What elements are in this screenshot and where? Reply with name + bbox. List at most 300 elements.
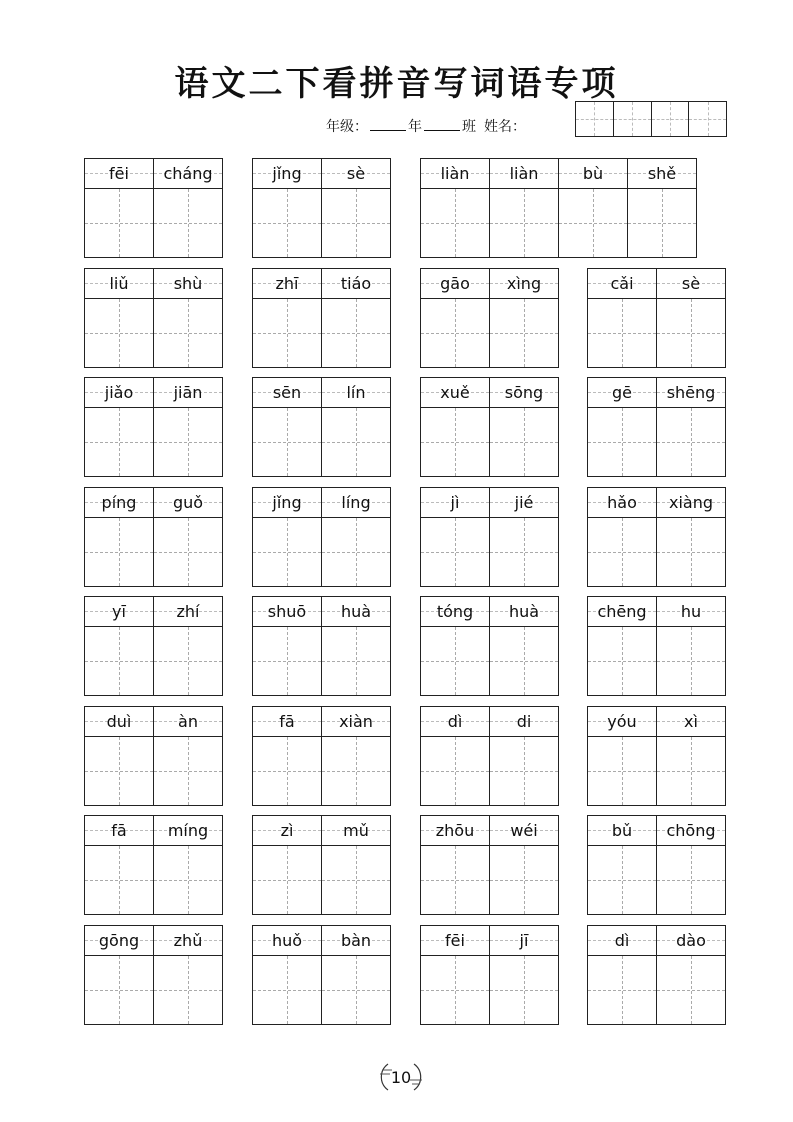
pinyin-text: shuō (267, 602, 307, 621)
pinyin-label (85, 707, 153, 737)
pinyin-text: chēng (597, 602, 647, 621)
writing-box[interactable] (322, 627, 390, 695)
writing-box[interactable] (588, 299, 656, 367)
writing-box[interactable] (490, 956, 558, 1024)
writing-box[interactable] (85, 299, 153, 367)
pinyin-label (559, 159, 627, 189)
character-cell (421, 707, 490, 805)
writing-box[interactable] (154, 408, 222, 476)
writing-box[interactable] (490, 737, 558, 805)
pinyin-label (421, 816, 489, 846)
pinyin-label (490, 378, 558, 408)
pinyin-text: tóng (436, 602, 474, 621)
writing-box[interactable] (253, 627, 321, 695)
word-box[interactable] (252, 268, 391, 368)
pinyin-text: bàn (340, 930, 372, 950)
writing-box[interactable] (253, 518, 321, 586)
character-cell (253, 159, 322, 257)
pinyin-text: fēi (445, 930, 465, 950)
pinyin-text: hu (680, 602, 702, 621)
writing-box[interactable] (85, 737, 153, 805)
pinyin-label (421, 488, 489, 518)
pinyin-label (253, 378, 321, 408)
writing-box[interactable] (154, 737, 222, 805)
pinyin-label (154, 488, 222, 518)
class-blank[interactable] (424, 116, 460, 131)
writing-box[interactable] (588, 846, 656, 914)
word-box[interactable] (252, 377, 391, 477)
writing-box[interactable] (154, 299, 222, 367)
pinyin-text: hǎo (607, 492, 637, 512)
writing-box[interactable] (657, 408, 725, 476)
pinyin-text: bù (582, 164, 604, 183)
writing-box[interactable] (154, 956, 222, 1024)
pinyin-label (490, 926, 558, 956)
writing-box[interactable] (657, 956, 725, 1024)
pinyin-text: gōng (98, 930, 140, 950)
character-cell (421, 159, 490, 257)
name-boxes[interactable] (575, 101, 727, 137)
pinyin-label (85, 597, 153, 627)
pinyin-label (588, 597, 656, 627)
pinyin-text: wéi (510, 821, 538, 840)
word-box[interactable] (420, 925, 559, 1025)
word-box[interactable] (420, 377, 559, 477)
pinyin-text: jì (450, 492, 460, 512)
pinyin-text: cǎi (610, 273, 634, 293)
pinyin-text: zhǔ (173, 930, 203, 950)
word-box[interactable] (252, 596, 391, 696)
character-cell (490, 378, 558, 476)
character-cell (588, 707, 657, 805)
student-info (326, 116, 526, 136)
writing-box[interactable] (85, 956, 153, 1024)
pinyin-text: zì (280, 821, 294, 840)
character-cell (322, 159, 390, 257)
pinyin-text: líng (341, 492, 371, 512)
character-cell (559, 159, 628, 257)
character-cell (657, 816, 725, 914)
character-cell (490, 269, 558, 367)
class-label: 班 (462, 119, 476, 135)
pinyin-text: shēng (666, 383, 716, 402)
pinyin-text: píng (101, 492, 137, 512)
writing-box[interactable] (628, 189, 696, 257)
character-cell (588, 926, 657, 1024)
pinyin-label (322, 488, 390, 518)
pinyin-label (421, 926, 489, 956)
character-cell (490, 488, 558, 586)
writing-box[interactable] (657, 846, 725, 914)
pinyin-text: àn (178, 711, 198, 731)
character-cell (154, 597, 222, 695)
name-box[interactable] (652, 102, 690, 136)
page-number: 10 (378, 1058, 424, 1096)
pinyin-text: liàn (509, 164, 539, 183)
pinyin-text: chōng (666, 821, 716, 840)
character-cell (154, 707, 222, 805)
writing-box[interactable] (588, 956, 656, 1024)
writing-box[interactable] (490, 846, 558, 914)
character-cell (588, 488, 657, 586)
pinyin-text: shù (173, 273, 203, 293)
writing-box[interactable] (85, 408, 153, 476)
writing-box[interactable] (322, 189, 390, 257)
writing-box[interactable] (490, 408, 558, 476)
character-cell (85, 707, 154, 805)
character-cell (657, 597, 725, 695)
pinyin-text: jī (519, 930, 529, 950)
character-cell (322, 707, 390, 805)
writing-box[interactable] (85, 627, 153, 695)
pinyin-text: sè (681, 273, 701, 293)
word-box[interactable] (420, 706, 559, 806)
pinyin-text: míng (167, 821, 209, 840)
word-box[interactable] (252, 158, 391, 258)
pinyin-text: bǔ (611, 821, 633, 840)
pinyin-text: guǒ (172, 492, 204, 512)
character-cell (657, 269, 725, 367)
word-box[interactable] (420, 596, 559, 696)
pinyin-label (85, 159, 153, 189)
character-cell (322, 488, 390, 586)
writing-box[interactable] (85, 189, 153, 257)
pinyin-label (657, 488, 725, 518)
word-box[interactable] (84, 487, 223, 587)
pinyin-text: huà (508, 602, 540, 621)
character-cell (322, 378, 390, 476)
word-box[interactable] (587, 925, 726, 1025)
pinyin-label (85, 816, 153, 846)
pinyin-text: fēi (109, 164, 129, 183)
writing-box[interactable] (322, 518, 390, 586)
pinyin-text: sōng (504, 383, 544, 402)
pinyin-label (657, 707, 725, 737)
pinyin-text: yóu (607, 711, 637, 731)
pinyin-text: sēn (272, 383, 302, 402)
pinyin-text: shě (647, 164, 677, 183)
pinyin-label (253, 159, 321, 189)
pinyin-label (657, 378, 725, 408)
pinyin-text: huà (340, 602, 372, 621)
character-cell (85, 816, 154, 914)
word-box[interactable] (587, 487, 726, 587)
writing-box[interactable] (421, 846, 489, 914)
pinyin-text: gē (612, 383, 632, 402)
pinyin-label (154, 707, 222, 737)
grade-blank[interactable] (370, 116, 406, 131)
writing-box[interactable] (657, 299, 725, 367)
pinyin-label (421, 707, 489, 737)
character-cell (85, 159, 154, 257)
writing-box[interactable] (588, 737, 656, 805)
character-cell (253, 926, 322, 1024)
pinyin-text: xiàng (668, 492, 713, 512)
character-cell (85, 488, 154, 586)
writing-box[interactable] (85, 518, 153, 586)
pinyin-label (421, 159, 489, 189)
pinyin-text: zhōu (435, 821, 475, 840)
writing-box[interactable] (657, 518, 725, 586)
word-box[interactable] (420, 815, 559, 915)
character-cell (154, 926, 222, 1024)
pinyin-label (322, 269, 390, 299)
pinyin-label (490, 597, 558, 627)
pinyin-text: zhí (176, 602, 200, 621)
pinyin-text: duì (106, 711, 132, 731)
pinyin-text: yī (112, 602, 126, 621)
character-cell (588, 816, 657, 914)
pinyin-text: jiān (173, 383, 203, 402)
word-box[interactable] (587, 268, 726, 368)
writing-box[interactable] (490, 299, 558, 367)
writing-box[interactable] (490, 189, 558, 257)
pinyin-label (154, 816, 222, 846)
pinyin-label (588, 269, 656, 299)
pinyin-text: jǐng (272, 164, 302, 183)
pinyin-label (588, 816, 656, 846)
pinyin-text: sè (346, 164, 366, 183)
character-cell (421, 378, 490, 476)
pinyin-text: dì (447, 711, 463, 731)
writing-box[interactable] (421, 299, 489, 367)
character-cell (154, 269, 222, 367)
character-cell (588, 378, 657, 476)
character-cell (421, 597, 490, 695)
writing-box[interactable] (588, 518, 656, 586)
pinyin-label (85, 269, 153, 299)
pinyin-label (657, 926, 725, 956)
page-title: 语文二下看拼音写词语专项 (174, 64, 619, 104)
pinyin-text: dì (614, 930, 630, 950)
pinyin-label (421, 597, 489, 627)
pinyin-label (490, 707, 558, 737)
word-box[interactable] (252, 706, 391, 806)
word-box[interactable] (252, 815, 391, 915)
writing-box[interactable] (253, 189, 321, 257)
character-cell (253, 488, 322, 586)
writing-box[interactable] (490, 627, 558, 695)
pinyin-text: xuě (440, 383, 470, 402)
character-cell (421, 488, 490, 586)
character-cell (253, 597, 322, 695)
pinyin-label (322, 378, 390, 408)
pinyin-label (322, 926, 390, 956)
pinyin-label (85, 926, 153, 956)
character-cell (588, 597, 657, 695)
writing-box[interactable] (154, 846, 222, 914)
character-cell (490, 159, 559, 257)
year-label: 年 (408, 119, 422, 135)
pinyin-text: cháng (163, 164, 213, 183)
pinyin-label (490, 269, 558, 299)
pinyin-text: huǒ (271, 930, 303, 950)
pinyin-text: zhī (275, 273, 299, 293)
pinyin-label (85, 378, 153, 408)
pinyin-label (657, 597, 725, 627)
pinyin-label (322, 816, 390, 846)
pinyin-text: fā (279, 711, 295, 731)
word-box[interactable] (84, 268, 223, 368)
writing-box[interactable] (588, 627, 656, 695)
writing-box[interactable] (421, 518, 489, 586)
writing-box[interactable] (322, 737, 390, 805)
name-label: 姓名： (484, 119, 526, 135)
writing-box[interactable] (657, 627, 725, 695)
pinyin-label (322, 159, 390, 189)
word-box[interactable] (84, 815, 223, 915)
writing-box[interactable] (253, 408, 321, 476)
writing-box[interactable] (253, 956, 321, 1024)
writing-box[interactable] (322, 408, 390, 476)
word-box[interactable] (84, 596, 223, 696)
character-cell (253, 816, 322, 914)
pinyin-text: fā (111, 821, 127, 840)
writing-box[interactable] (154, 627, 222, 695)
character-cell (322, 926, 390, 1024)
pinyin-text: di (516, 711, 532, 731)
pinyin-text: dào (676, 930, 706, 950)
writing-box[interactable] (421, 956, 489, 1024)
pinyin-text: gāo (440, 273, 470, 293)
character-cell (85, 597, 154, 695)
pinyin-text: liàn (440, 164, 470, 183)
character-cell (154, 159, 222, 257)
writing-box[interactable] (421, 737, 489, 805)
writing-box[interactable] (322, 299, 390, 367)
writing-box[interactable] (490, 518, 558, 586)
character-cell (421, 926, 490, 1024)
character-cell (253, 707, 322, 805)
pinyin-text: xì (684, 711, 698, 731)
word-box[interactable] (420, 158, 697, 258)
character-cell (154, 816, 222, 914)
pinyin-label (588, 926, 656, 956)
word-box[interactable] (84, 925, 223, 1025)
pinyin-label (588, 707, 656, 737)
pinyin-label (253, 597, 321, 627)
pinyin-label (154, 269, 222, 299)
name-box[interactable] (614, 102, 652, 136)
pinyin-label (85, 488, 153, 518)
word-box[interactable] (84, 377, 223, 477)
pinyin-label (253, 926, 321, 956)
character-cell (421, 269, 490, 367)
writing-box[interactable] (421, 189, 489, 257)
pinyin-label (490, 488, 558, 518)
writing-box[interactable] (322, 846, 390, 914)
writing-box[interactable] (421, 408, 489, 476)
word-box[interactable] (252, 925, 391, 1025)
word-box[interactable] (84, 158, 223, 258)
name-box[interactable] (689, 102, 726, 136)
character-cell (322, 816, 390, 914)
pinyin-label (657, 816, 725, 846)
pinyin-text: liǔ (109, 273, 129, 293)
writing-box[interactable] (154, 518, 222, 586)
character-cell (253, 269, 322, 367)
writing-box[interactable] (253, 299, 321, 367)
writing-box[interactable] (154, 189, 222, 257)
pinyin-label (421, 269, 489, 299)
pinyin-label (154, 597, 222, 627)
character-cell (588, 269, 657, 367)
writing-box[interactable] (322, 956, 390, 1024)
character-cell (85, 269, 154, 367)
pinyin-label (490, 816, 558, 846)
word-box[interactable] (420, 268, 559, 368)
pinyin-label (253, 816, 321, 846)
pinyin-label (588, 378, 656, 408)
pinyin-label (154, 926, 222, 956)
character-cell (253, 378, 322, 476)
writing-box[interactable] (588, 408, 656, 476)
word-box[interactable] (587, 706, 726, 806)
pinyin-label (490, 159, 558, 189)
pinyin-text: xiàn (339, 711, 373, 731)
character-cell (154, 378, 222, 476)
character-cell (490, 926, 558, 1024)
pinyin-label (253, 269, 321, 299)
pinyin-text: jiǎo (104, 383, 134, 402)
pinyin-text: jié (514, 492, 534, 512)
pinyin-label (253, 488, 321, 518)
character-cell (657, 378, 725, 476)
pinyin-text: mǔ (343, 821, 369, 840)
character-cell (421, 816, 490, 914)
pinyin-text: tiáo (340, 273, 372, 293)
writing-box[interactable] (253, 846, 321, 914)
pinyin-label (628, 159, 696, 189)
pinyin-label (657, 269, 725, 299)
pinyin-text: jǐng (272, 492, 302, 512)
writing-box[interactable] (559, 189, 627, 257)
character-cell (85, 926, 154, 1024)
word-box[interactable] (587, 596, 726, 696)
writing-box[interactable] (657, 737, 725, 805)
pinyin-label (421, 378, 489, 408)
word-box[interactable] (84, 706, 223, 806)
word-box[interactable] (587, 815, 726, 915)
character-cell (490, 707, 558, 805)
character-cell (322, 597, 390, 695)
word-box[interactable] (420, 487, 559, 587)
writing-box[interactable] (85, 846, 153, 914)
pinyin-label (322, 707, 390, 737)
character-cell (628, 159, 696, 257)
writing-box[interactable] (253, 737, 321, 805)
character-cell (154, 488, 222, 586)
name-box[interactable] (576, 102, 614, 136)
character-cell (85, 378, 154, 476)
writing-box[interactable] (421, 627, 489, 695)
pinyin-label (322, 597, 390, 627)
pinyin-label (154, 159, 222, 189)
pinyin-label (253, 707, 321, 737)
pinyin-label (154, 378, 222, 408)
word-box[interactable] (252, 487, 391, 587)
pinyin-label (588, 488, 656, 518)
character-cell (490, 816, 558, 914)
pinyin-text: xìng (506, 273, 542, 293)
character-cell (657, 707, 725, 805)
character-cell (490, 597, 558, 695)
character-cell (657, 488, 725, 586)
character-cell (322, 269, 390, 367)
character-cell (657, 926, 725, 1024)
word-box[interactable] (587, 377, 726, 477)
pinyin-text: lín (346, 383, 366, 402)
